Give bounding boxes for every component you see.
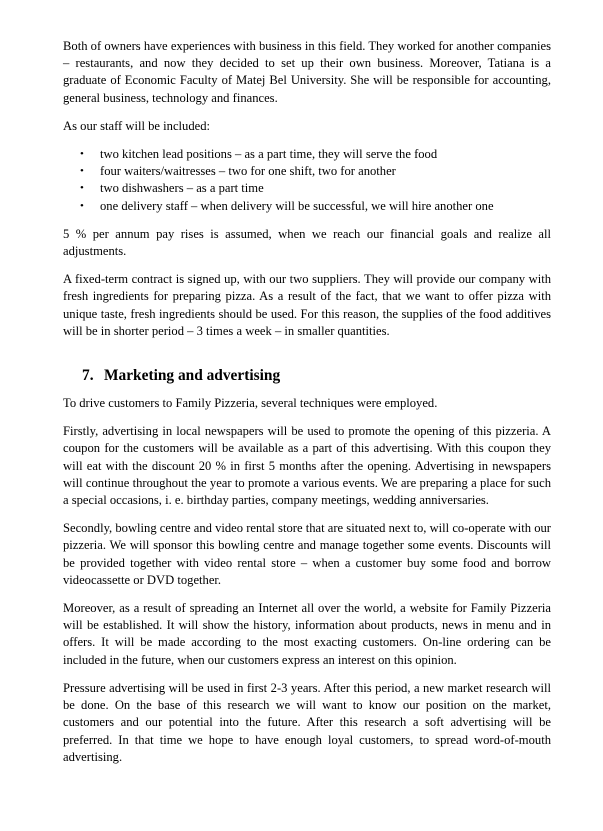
list-item-text: two dishwashers – as a part time xyxy=(100,181,264,196)
bullet-icon: • xyxy=(80,165,84,178)
newspaper-paragraph: Firstly, advertising in local newspapers will be used to promote the opening of this pizzeria. A coupon for the customers will be available as a part of this advertising. With this coupon they will eat with the discount 20 % in first 5 months after the opening. Advertising in newspapers will continue throughout the year to promote a various events. We are preparing a place for such a special occasions, i. e. birthday parties, company meetings, wedding anniversaries. xyxy=(63,424,551,508)
list-item xyxy=(63,163,551,180)
bullet-icon: • xyxy=(80,182,84,195)
marketing-intro-paragraph: To drive customers to Family Pizzeria, several techniques were employed. xyxy=(63,396,438,411)
staff-intro-paragraph: As our staff will be included: xyxy=(63,118,211,133)
section-title: Marketing and advertising xyxy=(104,367,281,385)
section-heading xyxy=(82,366,551,386)
list-item-text: one delivery staff – when delivery will be successful, we will hire another one xyxy=(100,198,494,213)
staff-list xyxy=(63,146,551,215)
bullet-icon: • xyxy=(80,148,84,161)
list-item xyxy=(63,198,551,215)
document-page xyxy=(63,38,551,777)
section-number: 7. xyxy=(82,367,94,385)
list-item-text: two kitchen lead positions – as a part time, they will serve the food xyxy=(100,147,438,162)
pressure-advertising-paragraph: Pressure advertising will be used in first 2-3 years. After this period, a new market research will be done. On the base of this research we will want to know our position on the market, customers and our potential into the future. After this research a soft advertising will be preferred. In that time we hope to have enough loyal customers, to spread word-of-mouth advertising. xyxy=(63,680,551,764)
list-item xyxy=(63,180,551,197)
list-item-text: four waiters/waitresses – two for one shift, two for another xyxy=(100,164,396,179)
list-item xyxy=(63,146,551,163)
bowling-paragraph: Secondly, bowling centre and video rental store that are situated next to, will co-operate with our pizzeria. We will sponsor this bowling centre and manage together some events. Discounts will be provided together with video rental store – when a customer buy some food and borrow videocassette or DVD together. xyxy=(63,521,551,587)
pay-rises-paragraph: 5 % per annum pay rises is assumed, when we reach our financial goals and realize all adjustments. xyxy=(63,226,551,259)
suppliers-paragraph: A fixed-term contract is signed up, with our two suppliers. They will provide our company with fresh ingredients for preparing pizza. As a result of the fact, that we want to offer pizza with unique taste, fresh ingredients should be used. For this reason, the supplies of the food additives will be in shorter period – 3 times a week – in smaller quantities. xyxy=(63,272,551,338)
bullet-icon: • xyxy=(80,199,84,212)
owners-paragraph: Both of owners have experiences with business in this field. They worked for another companies – restaurants, and now they decided to set up their own business. Moreover, Tatiana is a graduate of Economic Faculty of Matej Bel University. She will be responsible for accounting, general business, technology and finances. xyxy=(63,39,551,105)
website-paragraph: Moreover, as a result of spreading an Internet all over the world, a website for Family Pizzeria will be established. It will show the history, information about products, news in menu and in offers. It will be made according to the most exacting customers. On-line ordering can be included in the future, when our customers express an interest on this opinion. xyxy=(63,601,551,667)
